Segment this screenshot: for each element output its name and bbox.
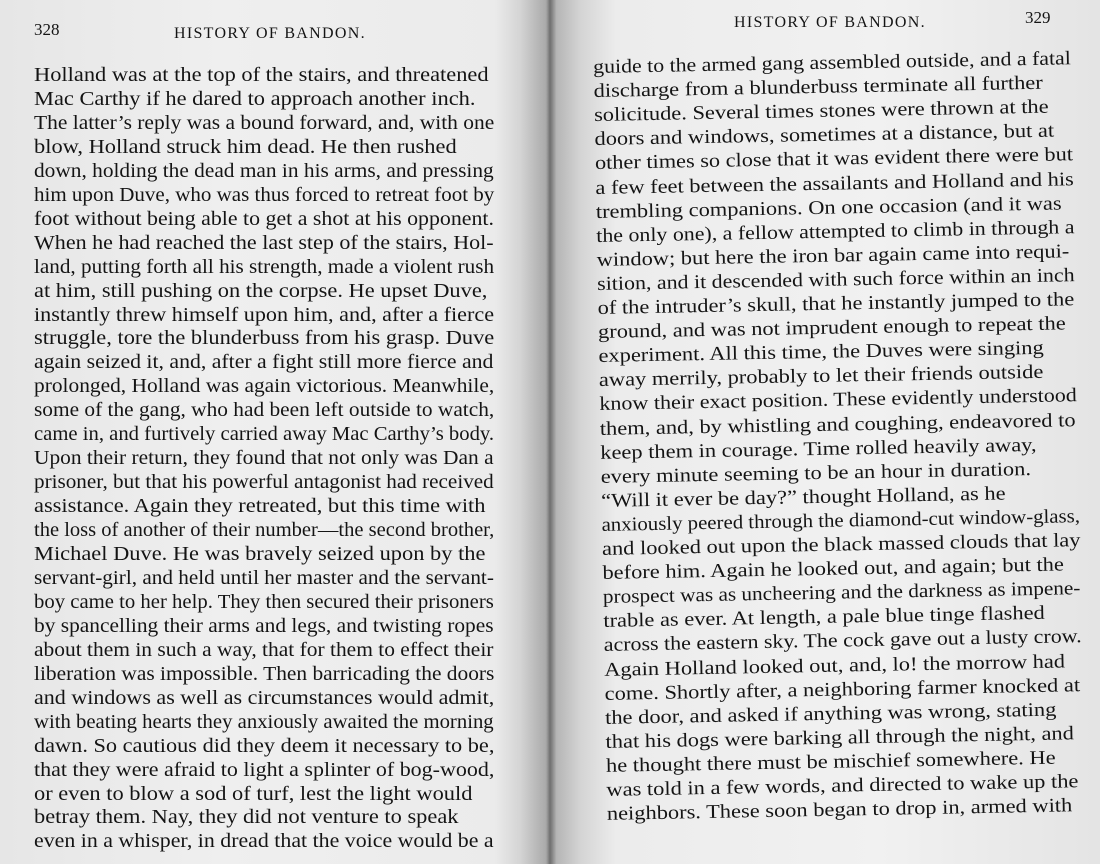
text-line: Michael Duve. He was bravely seized upon by the — [34, 544, 486, 565]
text-line: The latter’s reply was a bound forward, and, with one — [34, 112, 495, 134]
text-line: prolonged, Holland was again victorious. Meanwhile, — [34, 376, 495, 398]
text-line: struggle, tore the blunderbuss from his grasp. Duve — [34, 328, 495, 350]
text-line: Holland was at the top of the stairs, and threatened — [34, 65, 489, 86]
text-line: doors and windows, sometimes at a distance, but at — [594, 120, 1055, 151]
text-line: blow, Holland struck him dead. He then rushed — [34, 136, 457, 158]
text-line: ground, and was not imprudent enough to repeat the — [597, 313, 1066, 344]
text-line: Upon their return, they found that not only was Dan a — [34, 448, 494, 470]
text-line: the door, and asked if anything was wrong, stating — [604, 699, 1057, 729]
text-line: or even to blow a sod of turf, lest the light would — [34, 783, 473, 805]
text-line: every minute seeming to be an hour in duration. — [600, 458, 1032, 488]
text-line: and windows as well as circumstances would admit, — [34, 687, 495, 709]
text-line: betray them. Nay, they did not venture to speak — [34, 807, 459, 829]
text-line: solicitude. Several times stones were thrown at the — [593, 96, 1049, 127]
text-line: even in a whisper, in dread that the voice would be a — [34, 831, 494, 853]
text-line: with beating hearts they anxiously awaited the morning — [34, 711, 494, 733]
text-line: “Will it ever be day?” thought Holland, as he — [600, 483, 1006, 512]
body-text — [593, 47, 1082, 825]
text-line: away merrily, probably to let their friends outside — [598, 362, 1044, 392]
right-page — [548, 0, 1100, 864]
text-line: guide to the armed gang assembled outside, and a fatal — [593, 48, 1071, 78]
text-line: servant-girl, and held until her master and the servant- — [34, 567, 494, 589]
text-line: come. Shortly after, a neighboring farmer knocked at — [604, 674, 1081, 705]
text-line: Mac Carthy if he dared to approach another inch. — [34, 88, 476, 110]
text-line: before him. Again he looked out, and again; but the — [602, 554, 1065, 585]
text-line: trable as ever. At length, a pale blue tinge flashed — [603, 603, 1045, 633]
text-line: prospect was as uncheering and the darkness as impene- — [602, 578, 1081, 609]
text-line: experiment. All this time, the Duves were singing — [598, 337, 1044, 368]
left-page — [0, 0, 548, 864]
text-line: a few feet between the assailants and Holland and his — [595, 168, 1074, 199]
text-line: the only one), a fellow attempted to climb in through a — [596, 216, 1075, 247]
running-head: HISTORY OF BANDON. — [734, 14, 926, 31]
text-line: him upon Duve, who was thus forced to retreat foot by — [34, 184, 495, 206]
text-line: discharge from a blunderbuss terminate all further — [593, 72, 1043, 103]
text-line: of the intruder’s skull, that he instantly jumped to the — [597, 289, 1075, 319]
text-line: by spancelling their arms and legs, and twisting ropes — [34, 615, 494, 637]
text-line: trembling companions. On one occasion (and it was — [595, 193, 1062, 223]
text-line: and looked out upon the black massed clouds that lay — [601, 530, 1081, 560]
text-line: boy came to her help. They then secured their prisoners — [34, 591, 494, 613]
text-line: Again Holland looked out, and, lo! the morrow had — [604, 650, 1066, 681]
text-line: prisoner, but that his powerful antagonist had received — [34, 472, 494, 494]
text-line: know their exact position. These evidently understood — [599, 385, 1078, 416]
text-line: other times so close that it was evident there were but — [594, 144, 1074, 175]
text-line: foot without being able to get a shot at his opponent. — [34, 208, 494, 230]
text-line: liberation was impossible. Then barricading the doors — [34, 663, 495, 685]
text-line: again seized it, and, after a fight still more fierce and — [34, 352, 494, 374]
text-line: keep them in courage. Time rolled heavily away, — [600, 434, 1037, 464]
page-number: 329 — [1025, 8, 1051, 27]
text-line: was told in a few words, and directed to wake up the — [606, 771, 1079, 801]
text-line: he thought there must be mischief somewhere. He — [605, 747, 1056, 777]
text-line: came in, and furtively carried away Mac Carthy’s body. — [34, 424, 495, 446]
page-number: 328 — [34, 20, 60, 39]
text-line: dawn. So cautious did they deem it necessary to be, — [34, 735, 495, 757]
text-line: When he had reached the last step of the stairs, Hol- — [34, 232, 494, 254]
text-line: window; but here the iron bar again came into requi- — [596, 241, 1070, 271]
text-line: some of the gang, who had been left outside to watch, — [34, 400, 495, 422]
text-line: assistance. Again they retreated, but this time with — [34, 496, 486, 518]
text-line: that they were afraid to light a splinter of bog-wood, — [34, 759, 495, 781]
text-line: across the eastern sky. The cock gave out a lusty crow. — [603, 626, 1082, 657]
text-line: neighbors. These soon began to drop in, armed with — [606, 795, 1073, 825]
text-line: at him, still pushing on the corpse. He upset Duve, — [34, 280, 488, 302]
text-line: the loss of another of their number—the second brother, — [34, 520, 495, 542]
text-line: instantly threw himself upon him, and, after a fierce — [34, 304, 495, 326]
text-line: that his dogs were barking all through the night, and — [605, 723, 1075, 753]
running-head: HISTORY OF BANDON. — [174, 25, 366, 42]
text-line: sition, and it descended with such force within an inch — [596, 265, 1075, 295]
text-line: land, putting forth all his strength, made a violent rush — [34, 256, 495, 278]
text-line: anxiously peered through the diamond-cut window-glass, — [601, 506, 1081, 536]
text-line: about them in such a way, that for them to effect their — [34, 639, 494, 661]
text-line: them, and, by whistling and coughing, endeavored to — [599, 409, 1076, 440]
text-line: down, holding the dead man in his arms, and pressing — [34, 160, 494, 182]
